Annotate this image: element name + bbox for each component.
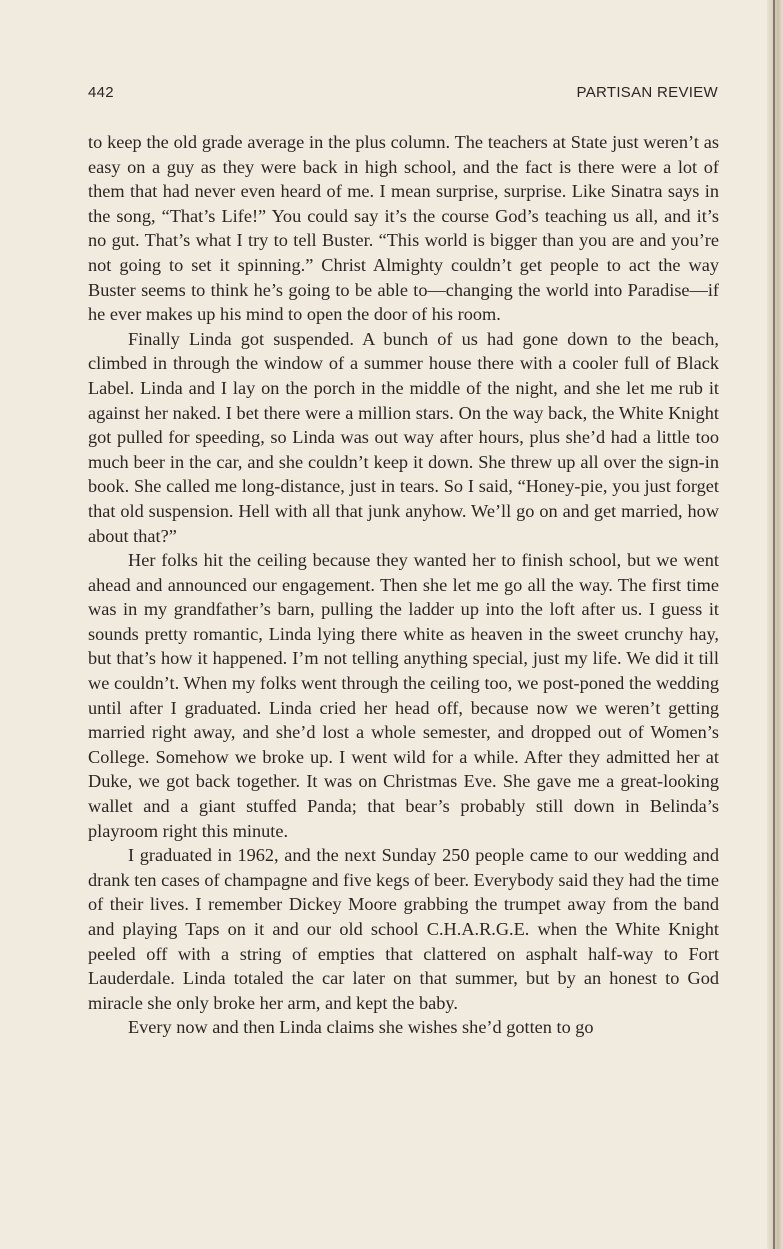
page-edge-shadow	[767, 0, 783, 1249]
journal-title: PARTISAN REVIEW	[576, 84, 718, 101]
paragraph-5: Every now and then Linda claims she wishes she’d gotten to go	[128, 1017, 594, 1038]
paragraph-3: Her folks hit the ceiling because they wanted her to finish school, but we went ahead and announced our engagement. Then she let me go all the way. The first time was in my grandfather’s barn, pulling the ladder up into the loft after us. I guess it sounds pretty romantic, Linda lying there white as heaven in the sweet crunchy hay, but that’s how it happened. I’m not telling anything special, just my life. We did it till we couldn’t. When my folks went through the ceiling too, we post-poned the wedding until after I graduated. Linda cried her head off, because now we weren’t getting married right away, and she’d lost a whole semester, and dropped out of Women’s College. Somehow we broke up. I went wild for a while. After they admitted her at Duke, we got back together. It was on Christmas Eve. She gave me a great-looking wallet and a giant stuffed Panda; that bear’s probably still down in Belinda’s playroom right this minute.	[88, 550, 719, 841]
paragraph-2: Finally Linda got suspended. A bunch of us had gone down to the beach, climbed in through the window of a summer house there with a cooler full of Black Label. Linda and I lay on the porch in the middle of the night, and she let me rub it against her naked. I bet there were a million stars. On the way back, the White Knight got pulled for speeding, so Linda was out way after hours, plus she’d had a little too much beer in the car, and she couldn’t keep it down. She threw up all over the sign-in book. She called me long-distance, just in tears. So I said, “Honey-pie, you just forget that old suspension. Hell with all that junk anyhow. We’ll go on and get married, how about that?”	[88, 328, 719, 546]
page-number: 442	[88, 84, 114, 101]
paragraph-1: to keep the old grade average in the plus column. The teachers at State just weren’t as easy on a guy as they were back in high school, and the fact is there were a lot of them that had never even heard of me. I mean surprise, surprise. Like Sinatra says in the song, “That’s Life!” You could say it’s the course God’s teaching us all, and it’s no gut. That’s what I try to tell Buster. “This world is bigger than you are and you’re not going to set it spinning.” Christ Almighty couldn’t get people to act the way Buster seems to think he’s going to be able to—changing the world into Paradise—if he ever makes up his mind to open the door of his room.	[88, 132, 719, 325]
body-text	[88, 130, 719, 1040]
running-head	[88, 84, 718, 106]
page-edge-line	[773, 0, 775, 1249]
paragraph-4: I graduated in 1962, and the next Sunday 250 people came to our wedding and drank ten cases of champagne and five kegs of beer. Everybody said they had the time of their lives. I remember Dickey Moore grabbing the trumpet away from the band and playing Taps on it and our old school C.H.A.R.G.E. when the White Knight peeled off with a string of empties that clattered on asphalt half-way to Fort Lauderdale. Linda totaled the car later on that summer, but by an honest to God miracle she only broke her arm, and kept the baby.	[88, 845, 719, 1013]
